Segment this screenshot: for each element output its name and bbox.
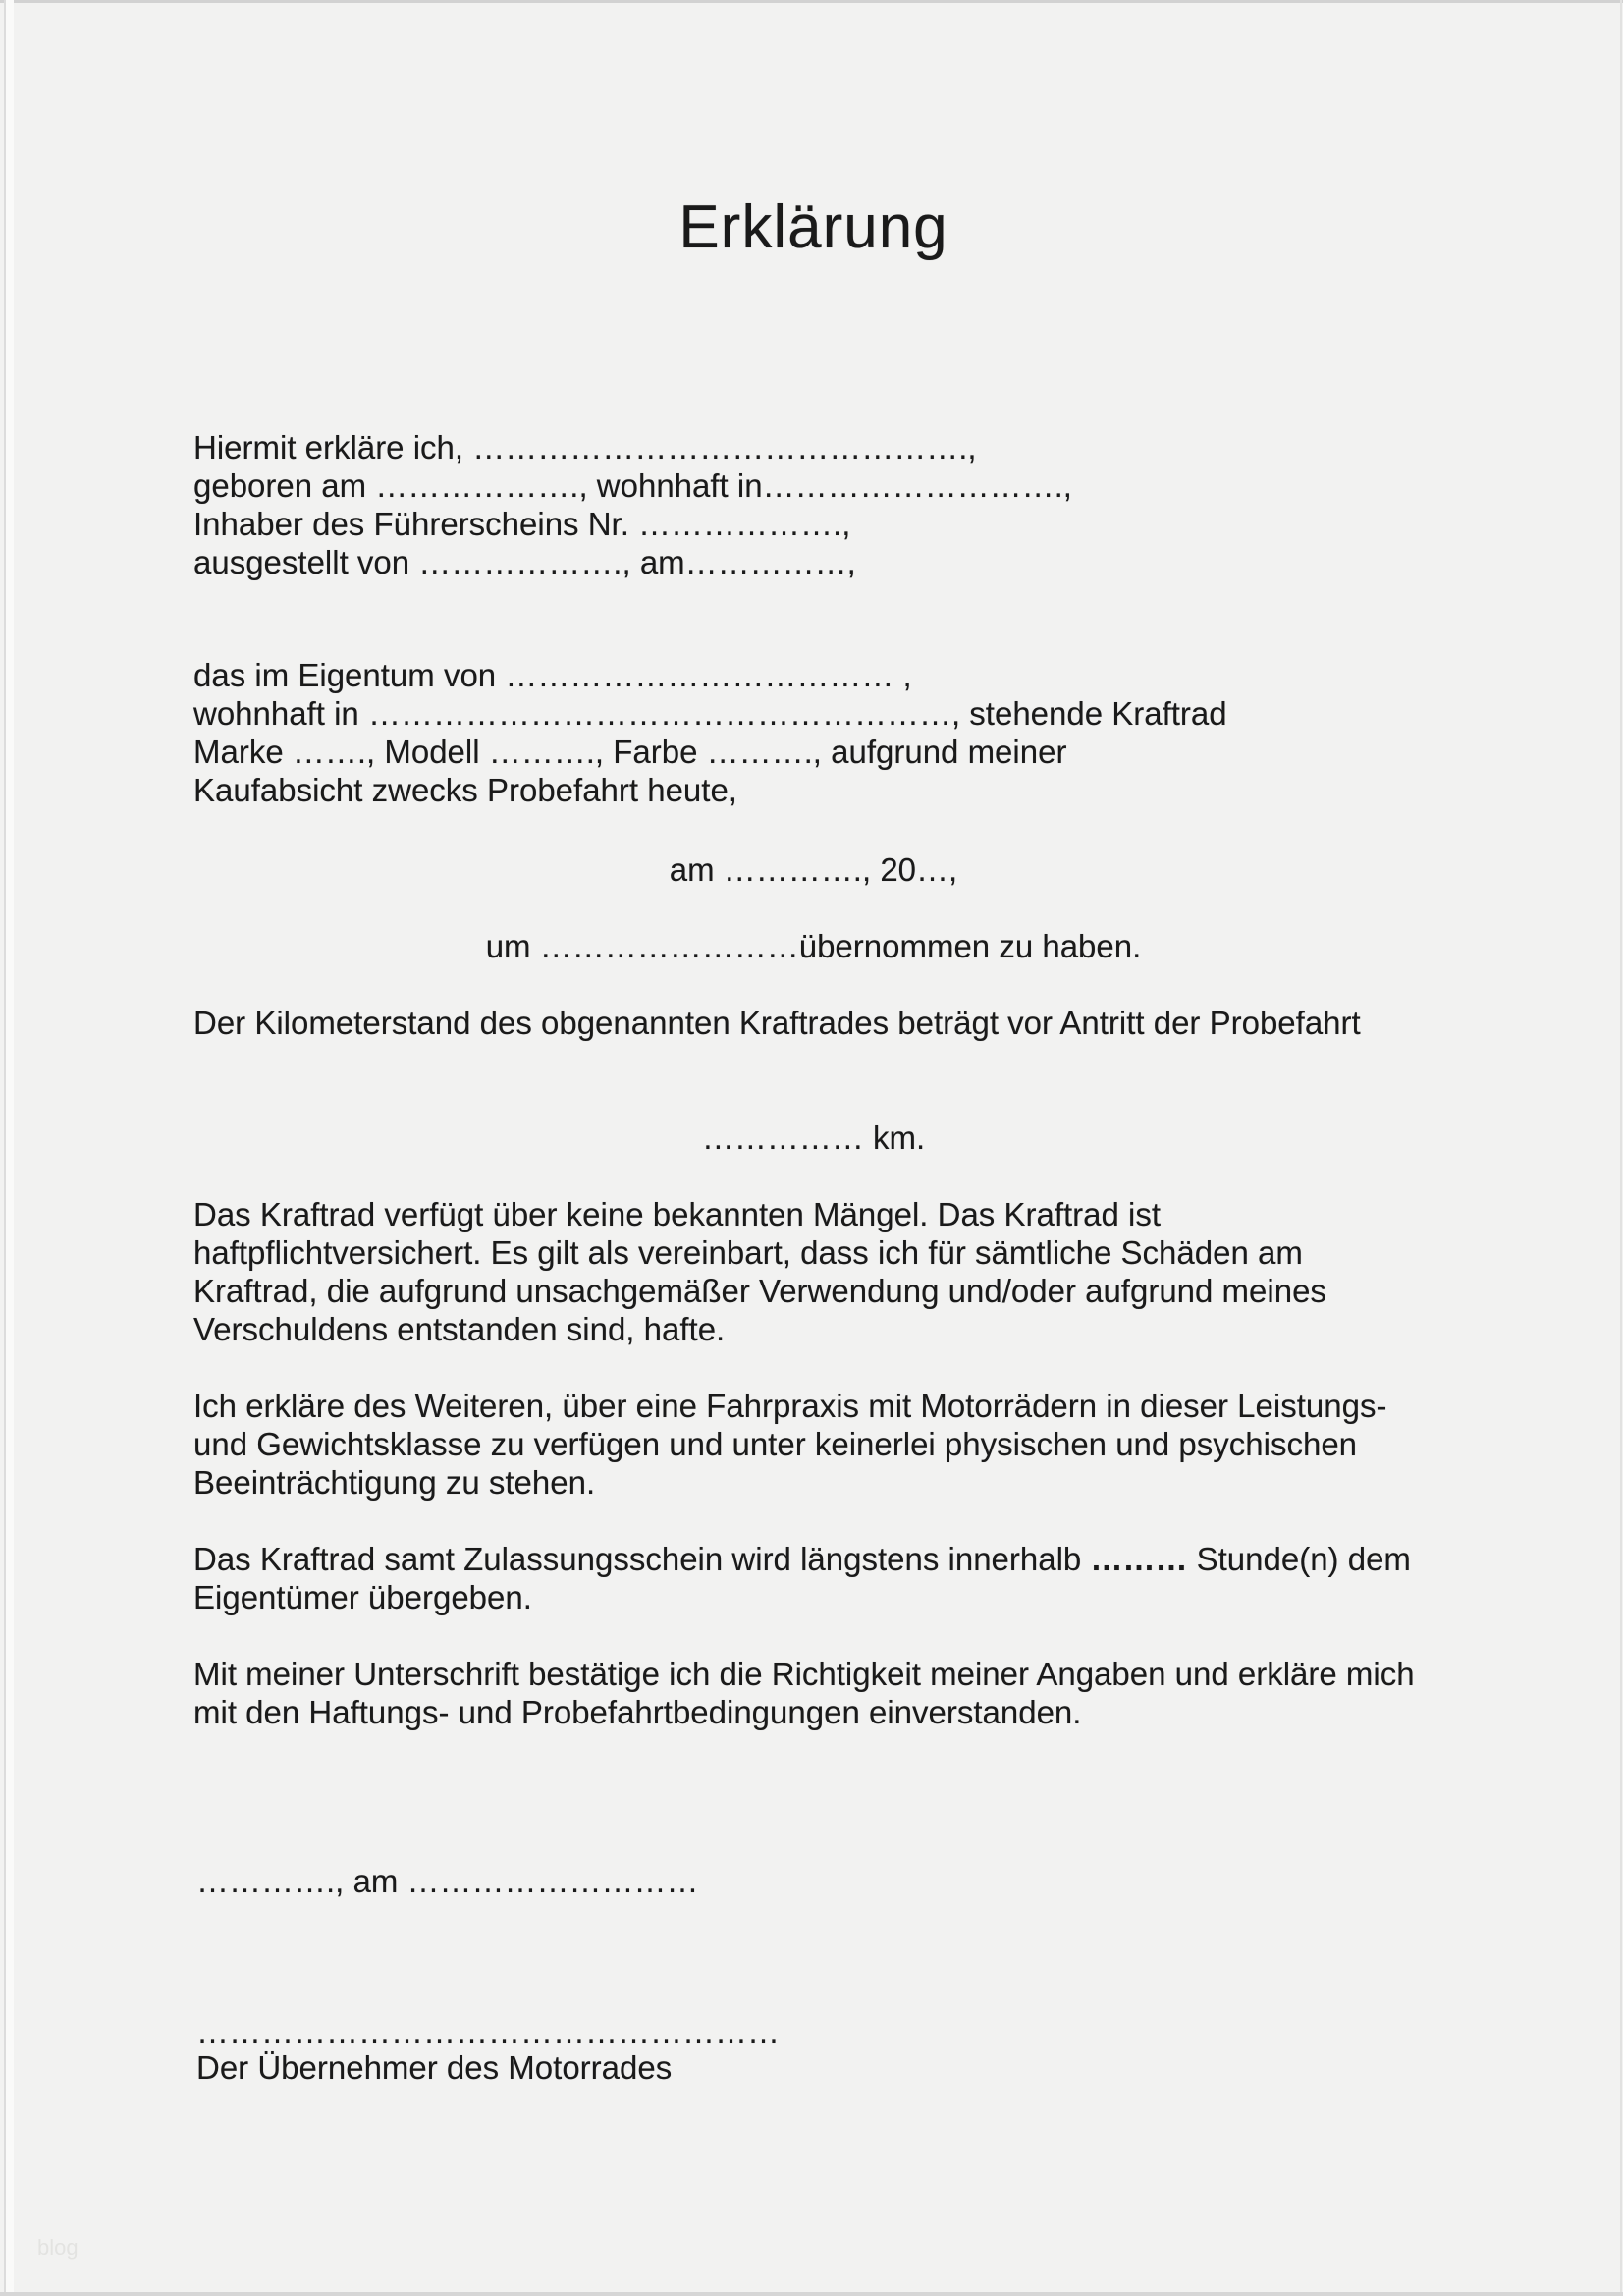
- owner-details-line-4: Kaufabsicht zwecks Probefahrt heute,: [193, 772, 737, 808]
- declaration-intro-line-1: Hiermit erkläre ich, ……………………………………….,: [193, 429, 977, 465]
- return-paragraph-line-2: Eigentümer übergeben.: [193, 1579, 532, 1615]
- declaration-intro-line-4: ausgestellt von ………………., am……………,: [193, 544, 856, 580]
- odometer-value-line: …………… km.: [701, 1120, 926, 1156]
- odometer-statement: Der Kilometerstand des obgenannten Kraftrades beträgt vor Antritt der Probefahrt: [193, 1005, 1361, 1041]
- return-paragraph-line-1: [193, 1540, 1434, 1578]
- confirmation-paragraph-line-1: Mit meiner Unterschrift bestätige ich die Richtigkeit meiner Angaben und erkläre mich: [193, 1656, 1415, 1692]
- experience-paragraph-line-1: Ich erkläre des Weiteren, über eine Fahrpraxis mit Motorrädern in dieser Leistungs-: [193, 1388, 1387, 1424]
- owner-details-line-3: Marke ……., Modell ………., Farbe ………., aufgrund meiner: [193, 734, 1067, 770]
- confirmation-paragraph-line-2: mit den Haftungs- und Probefahrtbedingungen einverstanden.: [193, 1694, 1082, 1730]
- takeover-time-line: um ……………………übernommen zu haben.: [485, 928, 1142, 964]
- liability-paragraph-line-4: Verschuldens entstanden sind, hafte.: [193, 1311, 726, 1347]
- return-paragraph-text-after: Stunde(n) dem: [1187, 1541, 1411, 1577]
- liability-paragraph-line-1: Das Kraftrad verfügt über keine bekannten Mängel. Das Kraftrad ist: [193, 1196, 1162, 1232]
- scan-edge-right: [1620, 0, 1622, 2296]
- scan-edge-top: [0, 0, 1623, 3]
- liability-paragraph-line-2: haftpflichtversichert. Es gilt als vereinbart, dass ich für sämtliche Schäden am: [193, 1234, 1303, 1271]
- watermark: blog: [37, 2235, 79, 2260]
- hours-blank-field: ………: [1090, 1541, 1188, 1577]
- declaration-intro-line-3: Inhaber des Führerscheins Nr. ……………….,: [193, 506, 851, 542]
- experience-paragraph-line-3: Beeinträchtigung zu stehen.: [193, 1464, 596, 1501]
- scan-edge-left-highlight: [6, 0, 14, 2296]
- owner-details-line-2: wohnhaft in ………………………………………………, stehende Kraftrad: [193, 695, 1227, 732]
- declaration-intro-line-2: geboren am ………………., wohnhaft in……………………….,: [193, 467, 1072, 504]
- owner-details-line-1: das im Eigentum von ……………………………… ,: [193, 657, 912, 693]
- place-date-line: …………., am ………………………: [196, 1863, 699, 1899]
- liability-paragraph-line-3: Kraftrad, die aufgrund unsachgemäßer Verwendung und/oder aufgrund meines: [193, 1273, 1326, 1309]
- experience-paragraph-line-2: und Gewichtsklasse zu verfügen und unter keinerlei physischen und psychischen: [193, 1426, 1358, 1462]
- takeover-date-line: am …………., 20…,: [669, 851, 958, 888]
- document-title: Erklärung: [678, 193, 948, 261]
- signature-label: Der Übernehmer des Motorrades: [196, 2050, 673, 2086]
- scan-edge-bottom: [0, 2292, 1623, 2296]
- return-paragraph-text-before: Das Kraftrad samt Zulassungsschein wird längstens innerhalb: [193, 1541, 1091, 1577]
- signature-line: ………………………………………………: [196, 2013, 780, 2050]
